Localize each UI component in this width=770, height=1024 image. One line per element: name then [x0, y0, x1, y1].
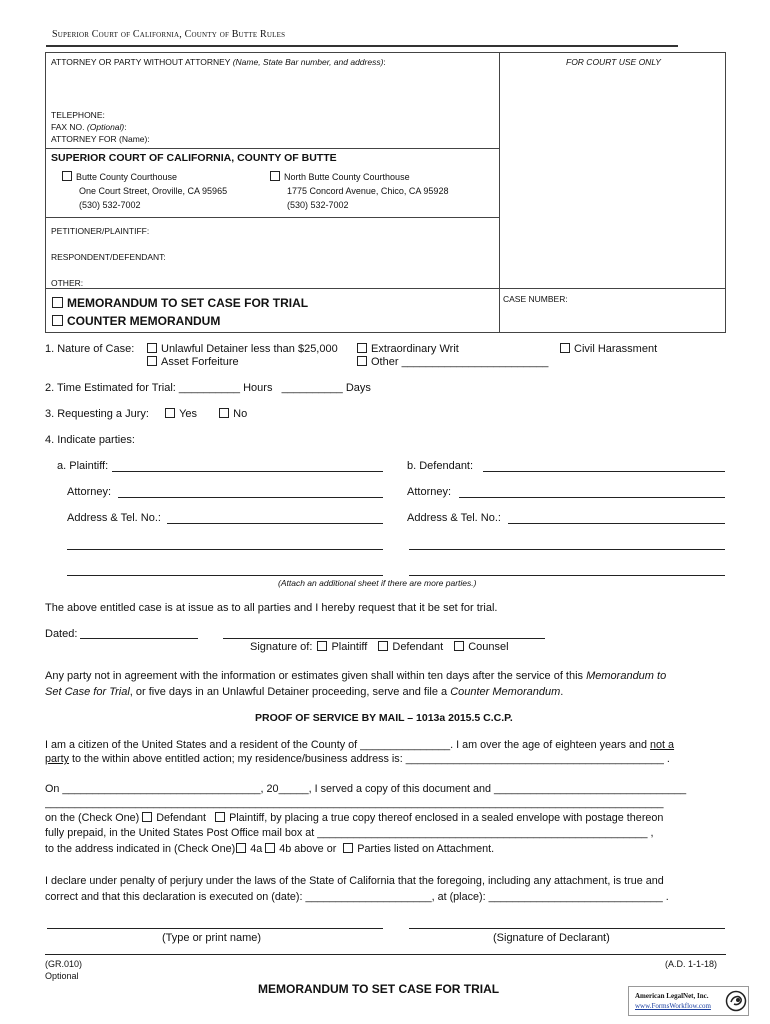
plaintiff-extra-line-2[interactable]	[67, 575, 383, 576]
plaintiff-attorney-label: Attorney:	[67, 486, 112, 498]
check-one-line: on the (Check One) Defendant Plaintiff, by placing a true copy thereof enclosed in a sealed envelope with postage thereon	[45, 812, 664, 824]
jury-request: 3. Requesting a Jury: Yes No	[45, 408, 248, 420]
other-label: OTHER:	[51, 278, 84, 288]
telephone-label: TELEPHONE:	[51, 110, 105, 120]
adopted-date: (A.D. 1-1-18)	[665, 959, 718, 969]
signature-plaintiff-checkbox[interactable]	[317, 641, 327, 651]
other-option: Other ________________________	[357, 356, 548, 368]
unlawful-detainer-option: Unlawful Detainer less than $25,000	[147, 343, 338, 355]
signature-declarant-caption: (Signature of Declarant)	[493, 932, 610, 944]
case-number-label: CASE NUMBER:	[503, 294, 568, 304]
asset-forfeiture-checkbox[interactable]	[147, 356, 157, 366]
plaintiff-address-label: Address & Tel. No.:	[67, 512, 161, 524]
court-use-label: FOR COURT USE ONLY	[566, 57, 661, 67]
attach-note: (Attach an additional sheet if there are more parties.)	[278, 578, 477, 588]
signature-defendant-checkbox[interactable]	[378, 641, 388, 651]
fax-label: FAX NO. (Optional):	[51, 122, 127, 132]
plaintiff-address-line[interactable]	[167, 523, 383, 524]
citizen-paragraph: I am a citizen of the United States and a resident of the County of _______________. I am over the age of eighteen years and not a party to the within above entitled action; my residence/business address is: ___________________________________________ .	[45, 739, 675, 765]
extraordinary-writ-option: Extraordinary Writ	[357, 343, 459, 355]
dated-label: Dated:	[45, 628, 78, 640]
service-plaintiff-checkbox[interactable]	[215, 812, 225, 822]
memorandum-checkbox[interactable]	[52, 297, 63, 308]
served-on-cont: _______________________________________________________________________________________________________	[45, 797, 664, 809]
indicate-parties: 4. Indicate parties:	[45, 434, 135, 446]
defendant-extra-line-1[interactable]	[409, 549, 725, 550]
header-rule	[46, 45, 678, 47]
other-checkbox[interactable]	[357, 356, 367, 366]
court-name: SUPERIOR COURT OF CALIFORNIA, COUNTY OF BUTTE	[51, 152, 337, 164]
courthouse-oroville: Butte County Courthouse One Court Street, Oroville, CA 95965 (530) 532-7002	[62, 170, 227, 212]
optional-label: Optional	[45, 971, 79, 981]
publisher-logo-icon	[725, 990, 747, 1012]
footer-title: MEMORANDUM TO SET CASE FOR TRIAL	[258, 982, 500, 996]
defendant-label: b. Defendant:	[407, 460, 474, 472]
respondent-label: RESPONDENT/DEFENDANT:	[51, 252, 166, 262]
plaintiff-line[interactable]	[112, 471, 383, 472]
court-rules-header: Superior Court of California, County of Butte Rules	[52, 29, 286, 40]
time-estimated: 2. Time Estimated for Trial: __________ Hours __________ Days	[45, 382, 371, 394]
print-name-line[interactable]	[47, 928, 383, 929]
prepaid-line: fully prepaid, in the United States Post Office mail box at _______________________________________________________ ,	[45, 827, 654, 839]
notice-paragraph: Any party not in agreement with the information or estimates given shall within ten days after the service of this Memorandum to Set Case for Trial, or five days in an Unlawful Detainer proceeding, serve and file a Counter Memorandum.	[45, 670, 667, 698]
unlawful-detainer-checkbox[interactable]	[147, 343, 157, 353]
declaration-paragraph: I declare under penalty of perjury under the laws of the State of California that the foregoing, including any attachment, is true and correct and that this declaration is executed on (date): _____________________, at (place): _____________________________ .	[45, 875, 669, 903]
attorney-label: ATTORNEY OR PARTY WITHOUT ATTORNEY (Name, State Bar number, and address):	[51, 57, 386, 67]
court-use-box	[499, 52, 726, 289]
declarant-signature-line[interactable]	[409, 928, 725, 929]
form-number: (GR.010)	[45, 959, 83, 969]
address-check-line: to the address indicated in (Check One) 4a 4b above or Parties listed on Attachment.	[45, 843, 495, 855]
petitioner-label: PETITIONER/PLAINTIFF:	[51, 226, 150, 236]
footer-rule	[45, 954, 726, 955]
defendant-attorney-label: Attorney:	[407, 486, 452, 498]
served-on: On _________________________________, 20_____, I served a copy of this document and ________________________________	[45, 783, 687, 795]
nature-label: 1. Nature of Case:	[45, 343, 135, 355]
address-4a-checkbox[interactable]	[236, 843, 246, 853]
jury-yes-checkbox[interactable]	[165, 408, 175, 418]
plaintiff-label: a. Plaintiff:	[57, 460, 109, 472]
attorney-for-label: ATTORNEY FOR (Name):	[51, 134, 150, 144]
publisher-badge	[628, 986, 749, 1016]
dated-line[interactable]	[80, 638, 198, 639]
chico-checkbox[interactable]	[270, 171, 280, 181]
signature-counsel-checkbox[interactable]	[454, 641, 464, 651]
title-counter: COUNTER MEMORANDUM	[52, 314, 220, 328]
at-issue-statement: The above entitled case is at issue as to all parties and I hereby request that it be set for trial.	[45, 602, 498, 614]
plaintiff-extra-line-1[interactable]	[67, 549, 383, 550]
defendant-line[interactable]	[483, 471, 725, 472]
publisher-url[interactable]: www.FormsWorkflow.com	[635, 1002, 711, 1010]
oroville-checkbox[interactable]	[62, 171, 72, 181]
address-attachment-checkbox[interactable]	[343, 843, 353, 853]
address-4b-checkbox[interactable]	[265, 843, 275, 853]
defendant-attorney-line[interactable]	[459, 497, 725, 498]
publisher-name: American LegalNet, Inc.	[635, 992, 709, 1000]
courthouse-chico: North Butte County Courthouse 1775 Concord Avenue, Chico, CA 95928 (530) 532-7002	[270, 170, 448, 212]
title-memorandum: MEMORANDUM TO SET CASE FOR TRIAL	[52, 296, 308, 310]
defendant-address-line[interactable]	[508, 523, 725, 524]
service-defendant-checkbox[interactable]	[142, 812, 152, 822]
proof-heading: PROOF OF SERVICE BY MAIL – 1013a 2015.5 C.C.P.	[255, 712, 513, 724]
jury-no-checkbox[interactable]	[219, 408, 229, 418]
civil-harassment-checkbox[interactable]	[560, 343, 570, 353]
defendant-address-label: Address & Tel. No.:	[407, 512, 501, 524]
signature-line[interactable]	[223, 638, 545, 639]
extraordinary-writ-checkbox[interactable]	[357, 343, 367, 353]
plaintiff-attorney-line[interactable]	[118, 497, 383, 498]
signature-of: Signature of: Plaintiff Defendant Counsel	[250, 641, 509, 653]
civil-harassment-option: Civil Harassment	[560, 343, 657, 355]
defendant-extra-line-2[interactable]	[409, 575, 725, 576]
type-name-caption: (Type or print name)	[162, 932, 262, 944]
counter-memorandum-checkbox[interactable]	[52, 315, 63, 326]
asset-forfeiture-option: Asset Forfeiture	[147, 356, 239, 368]
